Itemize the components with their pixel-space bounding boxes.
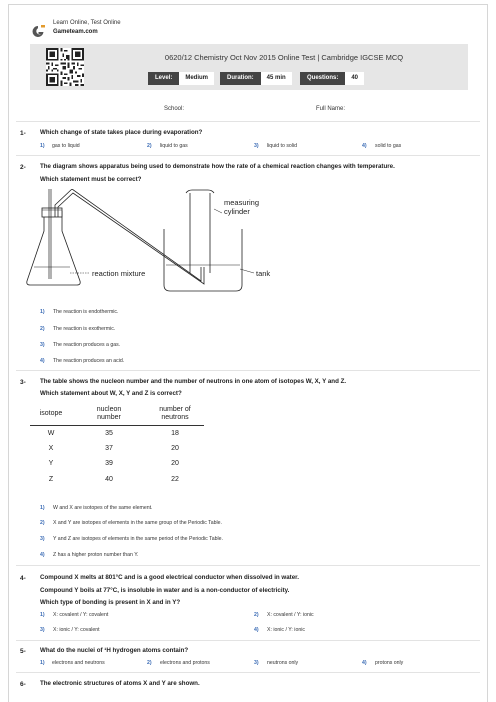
table-row — [30, 472, 204, 488]
option-number[interactable]: 2) — [40, 520, 45, 526]
option-text[interactable]: The reaction is exothermic. — [53, 326, 116, 332]
table-cell: Z — [48, 475, 54, 483]
option-text[interactable]: electrons and neutrons — [52, 660, 105, 666]
table-row — [30, 456, 204, 472]
table-row — [30, 425, 204, 441]
apparatus-diagram — [26, 189, 282, 299]
option-number[interactable]: 2) — [147, 660, 152, 666]
diagram-label-mixture: reaction mixture — [92, 269, 146, 278]
option-text[interactable]: X: covalent / Y: covalent — [53, 612, 109, 618]
question-text: The electronic structures of atoms X and Y are shown. — [40, 680, 200, 687]
diagram-label-cylinder: cylinder — [224, 207, 250, 216]
table-header-row — [30, 403, 204, 425]
option-number[interactable]: 3) — [40, 536, 45, 542]
question-text: Which type of bonding is present in X and in Y? — [40, 599, 181, 606]
option-number[interactable]: 1) — [40, 143, 45, 149]
question-number: 5- — [20, 648, 26, 655]
table-cell: 39 — [105, 460, 113, 468]
question-number: 1- — [20, 130, 26, 137]
option-number[interactable]: 2) — [254, 612, 259, 618]
table-header: number of neutrons — [146, 403, 204, 425]
table-header: nucleon number — [72, 403, 146, 425]
table-row — [30, 441, 204, 457]
level-badge — [148, 72, 214, 85]
option-text[interactable]: X: ionic / Y: ionic — [267, 627, 305, 633]
table-cell: Y — [48, 460, 54, 468]
option-number[interactable]: 4) — [362, 143, 367, 149]
option-text[interactable]: The reaction produces a gas. — [53, 342, 121, 348]
option-text[interactable]: gas to liquid — [52, 143, 80, 149]
questions-label: Questions: — [300, 72, 345, 85]
question-text: What do the nuclei of ¹H hydrogen atoms contain? — [40, 647, 189, 654]
option-text[interactable]: liquid to gas — [160, 143, 188, 149]
isotope-table — [30, 403, 204, 487]
option-text[interactable]: neutrons only — [267, 660, 299, 666]
table-cell: 22 — [171, 475, 179, 483]
brand-tagline: Learn Online, Test Online — [53, 20, 121, 26]
question-number: 2- — [20, 164, 26, 171]
question-number: 6- — [20, 681, 26, 688]
question-text: Which statement must be correct? — [40, 176, 142, 183]
question-text: Compound Y boils at 77°C, is insoluble in water and is a non-conductor of electricity. — [40, 587, 290, 594]
question-text: Which statement about W, X, Y and Z is correct? — [40, 390, 182, 397]
option-text[interactable]: X: ionic / Y: covalent — [53, 627, 100, 633]
question-text: Which change of state takes place during evaporation? — [40, 129, 203, 136]
questions-badge — [300, 72, 364, 85]
option-number[interactable]: 1) — [40, 505, 45, 511]
question-number: 4- — [20, 575, 26, 582]
table-cell: W — [47, 429, 55, 437]
divider — [16, 640, 480, 641]
table-cell: 20 — [171, 444, 179, 452]
option-number[interactable]: 3) — [40, 627, 45, 633]
diagram-label-cylinder: measuring — [224, 198, 260, 207]
table-cell: 40 — [105, 475, 113, 483]
option-text[interactable]: W and X are isotopes of the same element. — [53, 505, 153, 511]
option-text[interactable]: Z has a higher proton number than Y. — [53, 552, 139, 558]
diagram-label-tank: tank — [256, 269, 271, 278]
option-number[interactable]: 1) — [40, 660, 45, 666]
option-text[interactable]: protons only — [375, 660, 404, 666]
option-number[interactable]: 2) — [40, 326, 45, 332]
table-cell: 37 — [105, 444, 113, 452]
table-cell: X — [48, 444, 54, 452]
option-text[interactable]: solid to gas — [375, 143, 402, 149]
question-text: The diagram shows apparatus being used to demonstrate how the rate of a chemical reaction changes with temperature. — [40, 163, 395, 170]
table-cell: 18 — [171, 429, 179, 437]
school-label: School: — [164, 106, 185, 112]
option-text[interactable]: Y and Z are isotopes of elements in the same period of the Periodic Table. — [53, 536, 223, 542]
divider — [16, 155, 480, 156]
option-number[interactable]: 3) — [254, 660, 259, 666]
option-number[interactable]: 4) — [362, 660, 367, 666]
option-number[interactable]: 4) — [40, 358, 45, 364]
question-text: The table shows the nucleon number and the number of neutrons in one atom of isotopes W, X, Y and Z. — [40, 378, 347, 385]
divider — [16, 370, 480, 371]
exam-header — [30, 44, 468, 90]
qr-code-icon — [46, 48, 84, 86]
fullname-label: Full Name: — [316, 106, 346, 112]
option-number[interactable]: 1) — [40, 612, 45, 618]
level-value: Medium — [179, 72, 214, 85]
option-text[interactable]: electrons and protons — [160, 660, 210, 666]
option-number[interactable]: 4) — [40, 552, 45, 558]
duration-badge — [220, 72, 292, 85]
option-number[interactable]: 1) — [40, 309, 45, 315]
duration-label: Duration: — [220, 72, 261, 85]
brand-site: Gameteam.com — [53, 29, 98, 35]
option-text[interactable]: liquid to solid — [267, 143, 297, 149]
divider — [16, 672, 480, 673]
gameteam-logo-icon — [30, 25, 46, 38]
divider — [16, 121, 480, 122]
option-text[interactable]: X and Y are isotopes of elements in the same group of the Periodic Table. — [53, 520, 222, 526]
question-number: 3- — [20, 379, 26, 386]
table-header: isotope — [30, 403, 72, 425]
option-number[interactable]: 2) — [147, 143, 152, 149]
option-number[interactable]: 3) — [254, 143, 259, 149]
option-number[interactable]: 4) — [254, 627, 259, 633]
option-text[interactable]: X: covalent / Y: ionic — [267, 612, 314, 618]
duration-value: 45 min — [261, 72, 292, 85]
page-border — [8, 4, 488, 702]
table-cell: 20 — [171, 460, 179, 468]
level-label: Level: — [148, 72, 179, 85]
option-text[interactable]: The reaction produces an acid. — [53, 358, 125, 364]
option-number[interactable]: 3) — [40, 342, 45, 348]
exam-title: 0620/12 Chemistry Oct Nov 2015 Online Test | Cambridge IGCSE MCQ — [164, 53, 404, 62]
table-cell: 35 — [105, 429, 113, 437]
questions-value: 40 — [345, 72, 364, 85]
divider — [16, 565, 480, 566]
option-text[interactable]: The reaction is endothermic. — [53, 309, 119, 315]
question-text: Compound X melts at 801°C and is a good electrical conductor when dissolved in water. — [40, 574, 299, 581]
